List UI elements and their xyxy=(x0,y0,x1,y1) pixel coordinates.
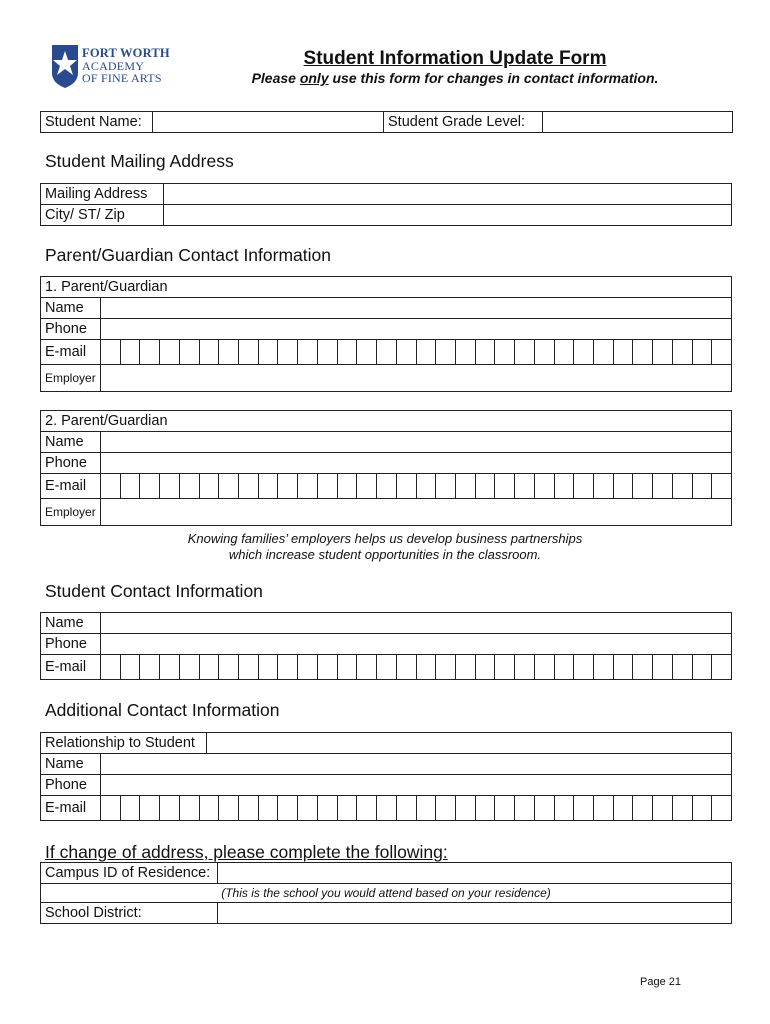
student-grade-field[interactable] xyxy=(543,112,733,133)
student-name-field[interactable] xyxy=(153,112,384,133)
email-char-box[interactable] xyxy=(356,340,376,364)
email-char-box[interactable] xyxy=(139,474,159,498)
email-char-box[interactable] xyxy=(120,796,140,820)
email-char-box[interactable] xyxy=(573,655,593,679)
email-char-box[interactable] xyxy=(101,796,120,820)
email-char-box[interactable] xyxy=(573,796,593,820)
guardian-2-phone-label: Phone xyxy=(41,453,101,474)
email-char-box[interactable] xyxy=(356,474,376,498)
student-contact-heading: Student Contact Information xyxy=(45,581,263,601)
email-char-box[interactable] xyxy=(317,655,337,679)
school-logo-text xyxy=(82,47,170,85)
employer-note-line-2: which increase student opportunities in the classroom. xyxy=(228,547,542,562)
email-char-box[interactable] xyxy=(258,474,278,498)
email-char-box[interactable] xyxy=(711,655,731,679)
email-char-box[interactable] xyxy=(396,474,416,498)
email-char-box[interactable] xyxy=(514,474,534,498)
email-char-box[interactable] xyxy=(593,796,613,820)
employer-note xyxy=(40,531,730,563)
subtitle-pre: Please xyxy=(251,70,300,86)
email-char-box[interactable] xyxy=(238,655,258,679)
additional-phone-label: Phone xyxy=(41,775,101,796)
email-char-box[interactable] xyxy=(179,340,199,364)
form-subtitle xyxy=(200,70,710,86)
email-char-box[interactable] xyxy=(297,796,317,820)
email-char-box[interactable] xyxy=(455,474,475,498)
email-char-box[interactable] xyxy=(179,474,199,498)
email-char-box[interactable] xyxy=(258,796,278,820)
logo-line-1: FORT WORTH xyxy=(82,46,170,60)
email-char-box[interactable] xyxy=(120,340,140,364)
student-contact-phone-label: Phone xyxy=(41,634,101,655)
email-char-box[interactable] xyxy=(139,796,159,820)
guardian-2-phone-field[interactable] xyxy=(101,453,732,474)
email-char-box[interactable] xyxy=(277,474,297,498)
email-char-box[interactable] xyxy=(258,655,278,679)
subtitle-emphasis: only xyxy=(299,70,329,86)
email-char-box[interactable] xyxy=(672,796,692,820)
email-char-box[interactable] xyxy=(652,796,672,820)
additional-phone-field[interactable] xyxy=(101,775,732,796)
email-char-box[interactable] xyxy=(159,655,179,679)
email-char-box[interactable] xyxy=(297,474,317,498)
email-char-box[interactable] xyxy=(632,796,652,820)
guardian-2-email-label: E-mail xyxy=(41,474,101,499)
email-char-box[interactable] xyxy=(494,474,514,498)
email-char-box[interactable] xyxy=(199,796,219,820)
email-char-box[interactable] xyxy=(613,655,633,679)
guardian-1-phone-field[interactable] xyxy=(101,319,732,340)
email-char-box[interactable] xyxy=(494,655,514,679)
mailing-address-table xyxy=(40,183,732,226)
city-st-zip-field[interactable] xyxy=(164,205,732,226)
email-char-box[interactable] xyxy=(199,655,219,679)
campus-id-field[interactable] xyxy=(218,863,732,884)
student-contact-name-field[interactable] xyxy=(101,613,732,634)
email-char-box[interactable] xyxy=(159,796,179,820)
email-char-box[interactable] xyxy=(672,474,692,498)
additional-contact-table xyxy=(40,732,732,821)
email-char-box[interactable] xyxy=(317,340,337,364)
email-char-box[interactable] xyxy=(455,340,475,364)
guardian-2-table xyxy=(40,410,732,526)
email-char-box[interactable] xyxy=(475,796,495,820)
email-char-box[interactable] xyxy=(573,474,593,498)
email-char-box[interactable] xyxy=(514,340,534,364)
email-char-box[interactable] xyxy=(337,796,357,820)
form-title: Student Information Update Form xyxy=(303,48,607,69)
student-contact-email-label: E-mail xyxy=(41,655,101,680)
email-char-box[interactable] xyxy=(692,796,712,820)
email-char-box[interactable] xyxy=(652,474,672,498)
email-char-box[interactable] xyxy=(514,796,534,820)
email-char-box[interactable] xyxy=(455,655,475,679)
email-char-box[interactable] xyxy=(475,474,495,498)
logo-star-shield-icon xyxy=(50,43,80,89)
email-char-box[interactable] xyxy=(593,340,613,364)
email-char-box[interactable] xyxy=(435,474,455,498)
email-char-box[interactable] xyxy=(534,340,554,364)
email-char-box[interactable] xyxy=(376,474,396,498)
additional-name-label: Name xyxy=(41,754,101,775)
additional-contact-heading: Additional Contact Information xyxy=(45,700,280,720)
email-char-box[interactable] xyxy=(238,340,258,364)
email-char-box[interactable] xyxy=(277,655,297,679)
logo-line-3: OF FINE ARTS xyxy=(82,71,162,85)
email-char-box[interactable] xyxy=(376,655,396,679)
email-char-box[interactable] xyxy=(396,796,416,820)
email-char-box[interactable] xyxy=(475,340,495,364)
email-char-box[interactable] xyxy=(416,655,436,679)
email-char-box[interactable] xyxy=(711,340,731,364)
guardian-heading: Parent/Guardian Contact Information xyxy=(45,245,331,265)
mailing-address-field[interactable] xyxy=(164,184,732,205)
email-char-box[interactable] xyxy=(475,655,495,679)
email-char-box[interactable] xyxy=(554,474,574,498)
guardian-1-email-field[interactable] xyxy=(101,340,732,365)
student-contact-phone-field[interactable] xyxy=(101,634,732,655)
mailing-address-heading: Student Mailing Address xyxy=(45,151,234,171)
address-change-heading: If change of address, please complete the following: xyxy=(45,842,448,862)
email-char-box[interactable] xyxy=(199,474,219,498)
email-char-box[interactable] xyxy=(179,796,199,820)
email-char-box[interactable] xyxy=(159,340,179,364)
email-char-box[interactable] xyxy=(632,340,652,364)
email-char-box[interactable] xyxy=(139,340,159,364)
email-char-box[interactable] xyxy=(613,474,633,498)
email-char-box[interactable] xyxy=(416,340,436,364)
logo-line-2: ACADEMY xyxy=(82,58,145,73)
email-char-box[interactable] xyxy=(494,340,514,364)
additional-email-field[interactable] xyxy=(101,796,732,821)
email-char-box[interactable] xyxy=(337,474,357,498)
campus-id-note: (This is the school you would attend based on your residence) xyxy=(41,884,732,903)
guardian-1-name-label: Name xyxy=(41,298,101,319)
email-char-box[interactable] xyxy=(356,655,376,679)
email-char-box[interactable] xyxy=(396,655,416,679)
guardian-1-name-field[interactable] xyxy=(101,298,732,319)
additional-email-label: E-mail xyxy=(41,796,101,821)
email-char-box[interactable] xyxy=(554,340,574,364)
guardian-1-phone-label: Phone xyxy=(41,319,101,340)
email-char-box[interactable] xyxy=(632,474,652,498)
email-char-box[interactable] xyxy=(218,796,238,820)
email-char-box[interactable] xyxy=(711,474,731,498)
email-char-box[interactable] xyxy=(297,655,317,679)
student-contact-table xyxy=(40,612,732,680)
email-char-box[interactable] xyxy=(120,655,140,679)
email-char-box[interactable] xyxy=(356,796,376,820)
email-char-box[interactable] xyxy=(652,340,672,364)
email-char-box[interactable] xyxy=(297,340,317,364)
email-char-box[interactable] xyxy=(101,655,120,679)
email-char-box[interactable] xyxy=(159,474,179,498)
email-char-box[interactable] xyxy=(554,796,574,820)
guardian-2-email-field[interactable] xyxy=(101,474,732,499)
guardian-2-name-field[interactable] xyxy=(101,432,732,453)
email-char-box[interactable] xyxy=(277,340,297,364)
email-char-box[interactable] xyxy=(652,655,672,679)
email-char-box[interactable] xyxy=(514,655,534,679)
student-contact-name-label: Name xyxy=(41,613,101,634)
email-char-box[interactable] xyxy=(435,655,455,679)
email-char-box[interactable] xyxy=(435,796,455,820)
campus-id-label: Campus ID of Residence: xyxy=(41,863,218,884)
email-char-box[interactable] xyxy=(317,796,337,820)
guardian-1-table xyxy=(40,276,732,392)
additional-name-field[interactable] xyxy=(101,754,732,775)
email-char-box[interactable] xyxy=(692,655,712,679)
email-char-box[interactable] xyxy=(179,655,199,679)
email-char-box[interactable] xyxy=(416,796,436,820)
subtitle-post: use this form for changes in contact information. xyxy=(328,70,659,86)
email-char-box[interactable] xyxy=(416,474,436,498)
email-char-box[interactable] xyxy=(613,340,633,364)
relationship-field[interactable] xyxy=(207,733,732,754)
email-char-box[interactable] xyxy=(218,655,238,679)
email-char-box[interactable] xyxy=(632,655,652,679)
email-char-box[interactable] xyxy=(455,796,475,820)
email-char-box[interactable] xyxy=(101,474,120,498)
email-char-box[interactable] xyxy=(554,655,574,679)
email-char-box[interactable] xyxy=(494,796,514,820)
email-char-box[interactable] xyxy=(218,474,238,498)
mailing-address-label: Mailing Address xyxy=(41,184,164,205)
relationship-label: Relationship to Student xyxy=(41,733,207,754)
email-char-box[interactable] xyxy=(139,655,159,679)
email-char-box[interactable] xyxy=(317,474,337,498)
guardian-1-email-label: E-mail xyxy=(41,340,101,365)
email-char-box[interactable] xyxy=(692,474,712,498)
email-char-box[interactable] xyxy=(337,340,357,364)
guardian-1-title: 1. Parent/Guardian xyxy=(41,277,732,298)
email-char-box[interactable] xyxy=(435,340,455,364)
email-char-box[interactable] xyxy=(218,340,238,364)
student-name-label: Student Name: xyxy=(41,112,153,133)
email-char-box[interactable] xyxy=(573,340,593,364)
email-char-box[interactable] xyxy=(534,796,554,820)
guardian-1-employer-field[interactable] xyxy=(101,365,732,392)
guardian-2-employer-label: Employer xyxy=(41,499,101,526)
email-char-box[interactable] xyxy=(101,340,120,364)
email-char-box[interactable] xyxy=(337,655,357,679)
email-char-box[interactable] xyxy=(593,474,613,498)
email-char-box[interactable] xyxy=(376,796,396,820)
school-district-label: School District: xyxy=(41,903,218,924)
email-char-box[interactable] xyxy=(238,796,258,820)
guardian-2-title: 2. Parent/Guardian xyxy=(41,411,732,432)
student-name-grade-table xyxy=(40,111,733,133)
student-contact-email-field[interactable] xyxy=(101,655,732,680)
email-char-box[interactable] xyxy=(258,340,278,364)
email-char-box[interactable] xyxy=(238,474,258,498)
email-char-box[interactable] xyxy=(199,340,219,364)
guardian-2-name-label: Name xyxy=(41,432,101,453)
email-char-box[interactable] xyxy=(277,796,297,820)
email-char-box[interactable] xyxy=(376,340,396,364)
guardian-1-employer-label: Employer xyxy=(41,365,101,392)
email-char-box[interactable] xyxy=(534,655,554,679)
email-char-box[interactable] xyxy=(593,655,613,679)
email-char-box[interactable] xyxy=(711,796,731,820)
email-char-box[interactable] xyxy=(672,655,692,679)
guardian-2-employer-field[interactable] xyxy=(101,499,732,526)
city-st-zip-label: City/ ST/ Zip xyxy=(41,205,164,226)
email-char-box[interactable] xyxy=(396,340,416,364)
email-char-box[interactable] xyxy=(672,340,692,364)
page-number: Page 21 xyxy=(640,976,681,988)
email-char-box[interactable] xyxy=(692,340,712,364)
email-char-box[interactable] xyxy=(120,474,140,498)
school-district-field[interactable] xyxy=(218,903,732,924)
email-char-box[interactable] xyxy=(534,474,554,498)
employer-note-line-1: Knowing families’ employers helps us develop business partnerships xyxy=(187,531,583,546)
address-change-table xyxy=(40,862,732,924)
email-char-box[interactable] xyxy=(613,796,633,820)
student-grade-label: Student Grade Level: xyxy=(384,112,543,133)
